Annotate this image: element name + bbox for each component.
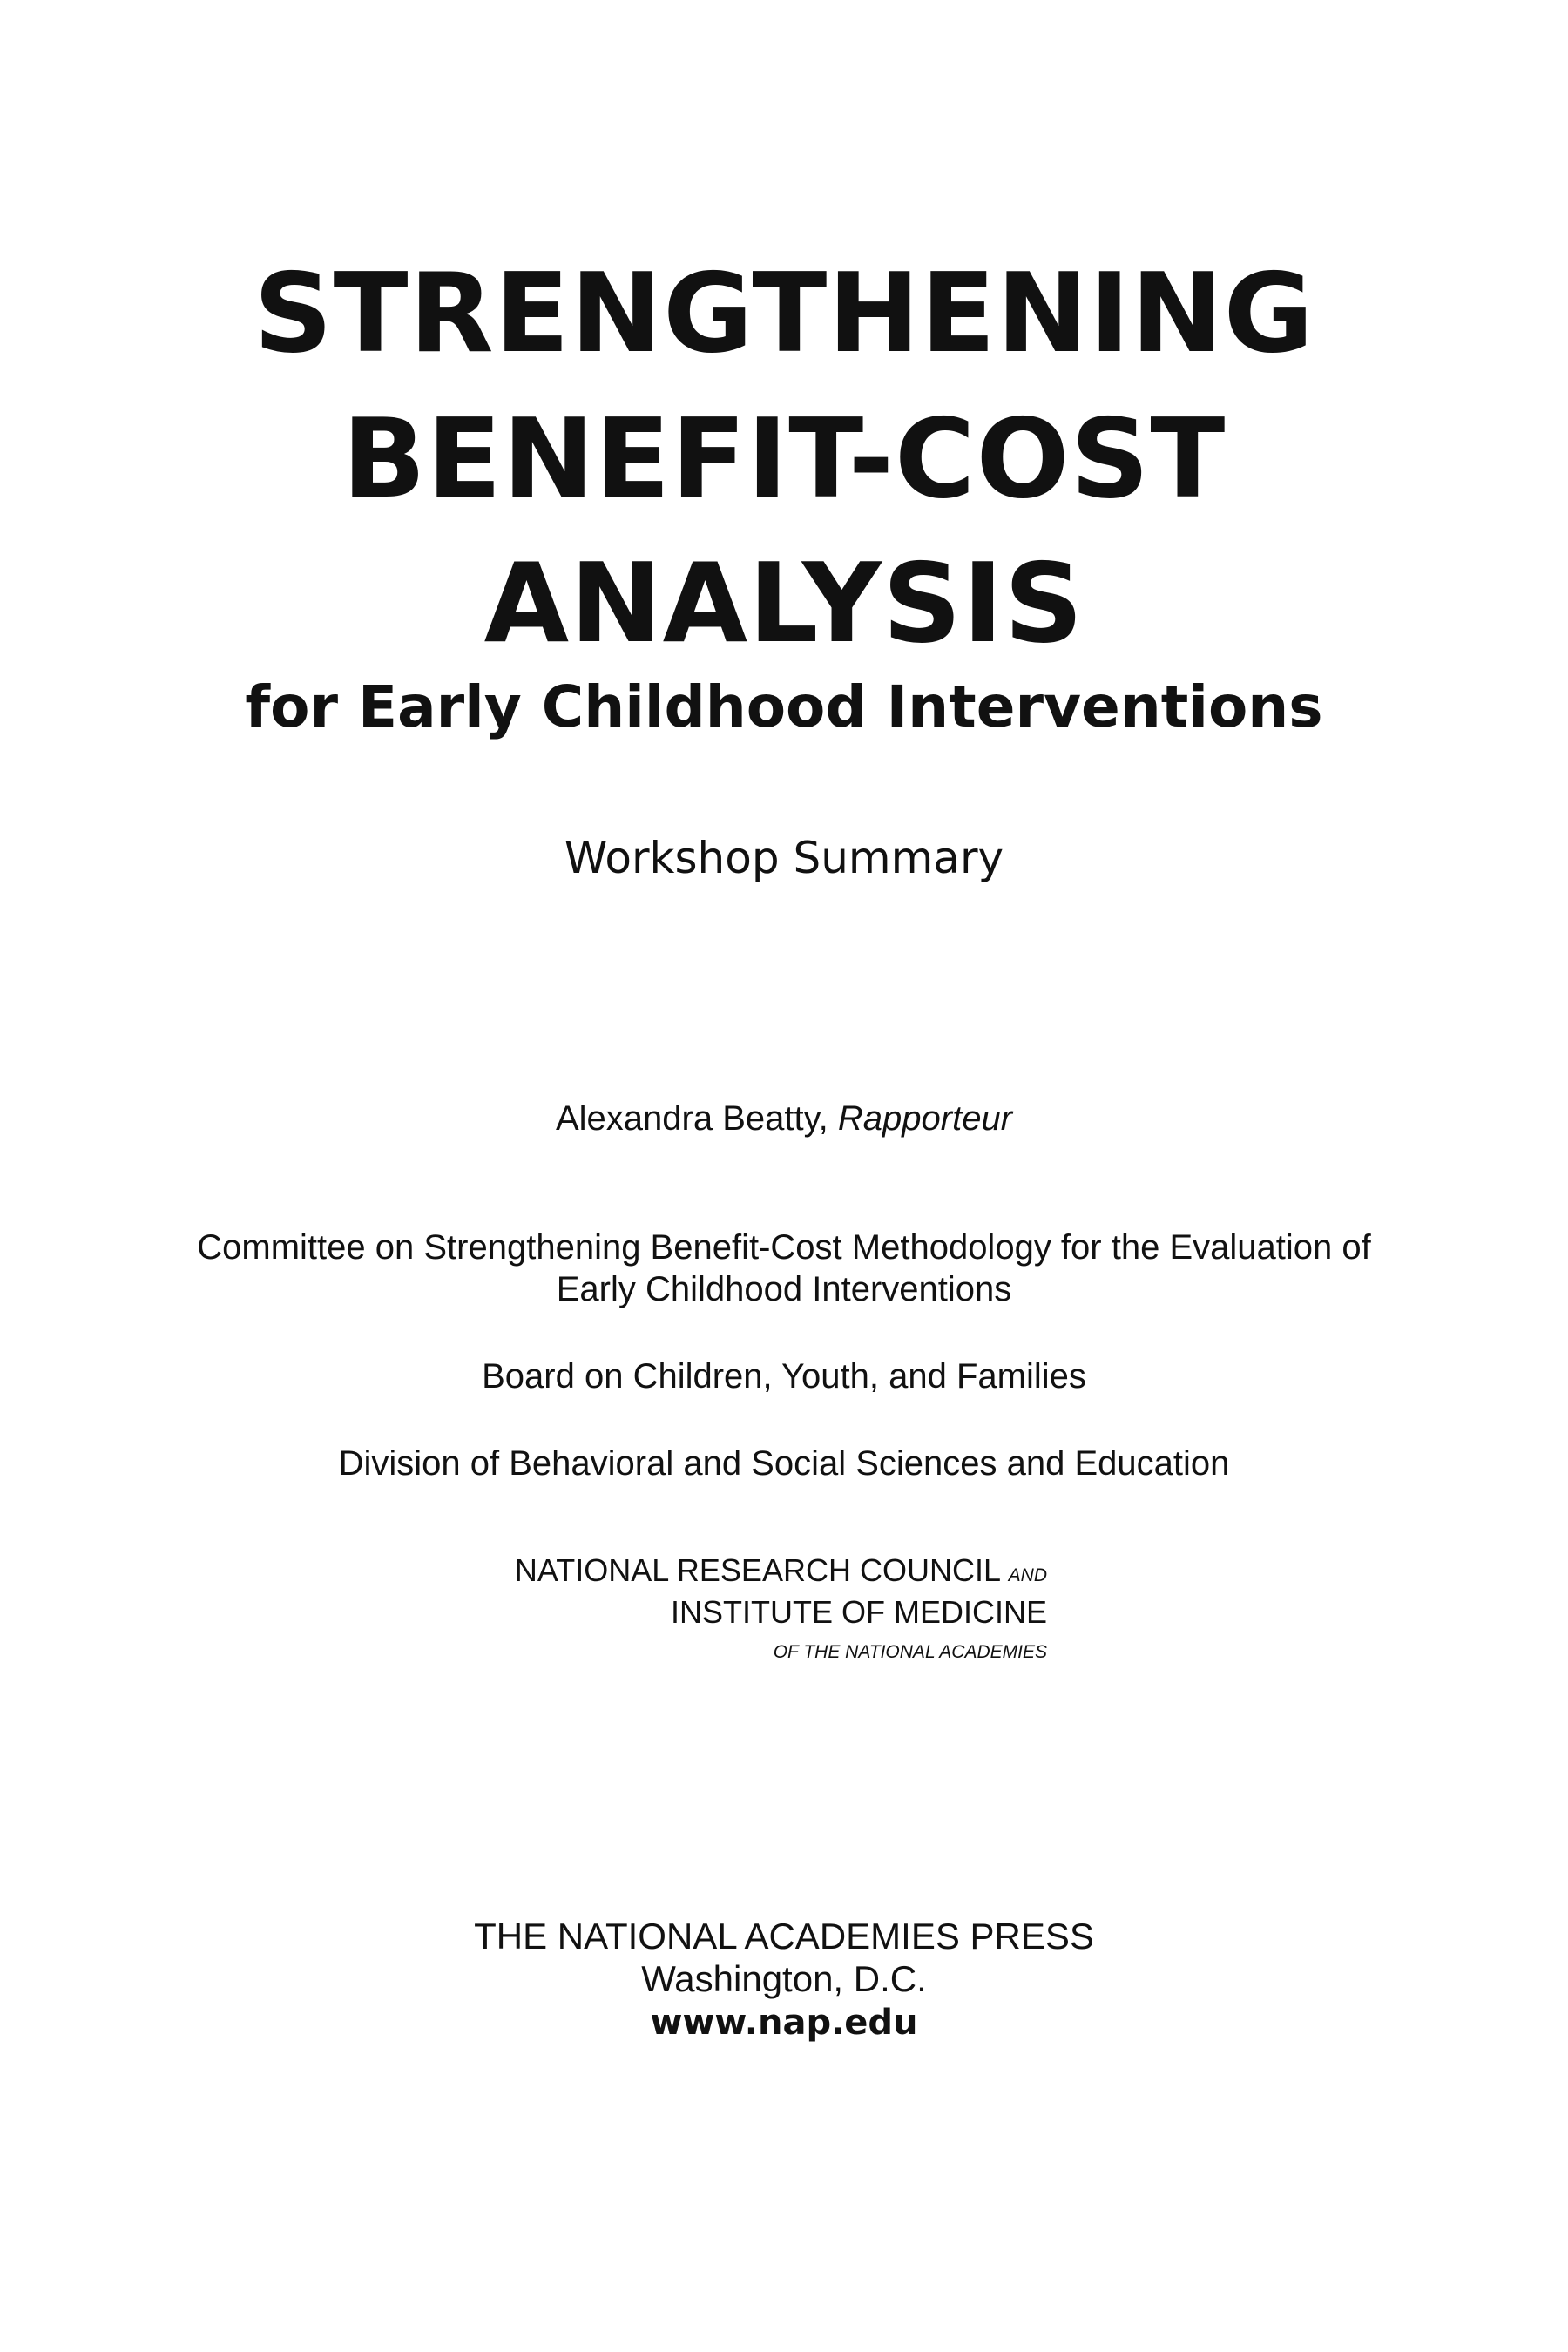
subtitle: for Early Childhood Interventions bbox=[245, 673, 1323, 740]
rapporteur-name: Alexandra Beatty, bbox=[555, 1099, 828, 1138]
report-type: Workshop Summary bbox=[564, 833, 1004, 883]
rapporteur bbox=[0, 1098, 1568, 1139]
rapporteur-role: Rapporteur bbox=[837, 1099, 1013, 1138]
committee-line-2: Early Childhood Interventions bbox=[556, 1270, 1012, 1308]
title-line-1: STRENGTHENING bbox=[253, 249, 1315, 377]
title-line-2: BENEFIT-COST bbox=[341, 395, 1227, 523]
publisher-city: Washington, D.C. bbox=[641, 1958, 927, 1999]
institution-academies: OF THE NATIONAL ACADEMIES bbox=[773, 1642, 1047, 1662]
publisher-url[interactable]: www.nap.edu bbox=[650, 2003, 918, 2043]
institution-nrc-name: NATIONAL RESEARCH COUNCIL bbox=[514, 1552, 1000, 1588]
title-line-3: ANALYSIS bbox=[483, 539, 1085, 667]
committee-line-1: Committee on Strengthening Benefit-Cost Methodology for the Evaluation of bbox=[197, 1228, 1371, 1267]
institution-iom: INSTITUTE OF MEDICINE bbox=[671, 1594, 1047, 1630]
institution-and: AND bbox=[1008, 1565, 1047, 1585]
division: Division of Behavioral and Social Sciences and Education bbox=[338, 1444, 1230, 1483]
board: Board on Children, Youth, and Families bbox=[482, 1357, 1086, 1396]
institution-nrc bbox=[515, 1552, 1047, 1594]
publisher-name: THE NATIONAL ACADEMIES PRESS bbox=[474, 1916, 1094, 1957]
